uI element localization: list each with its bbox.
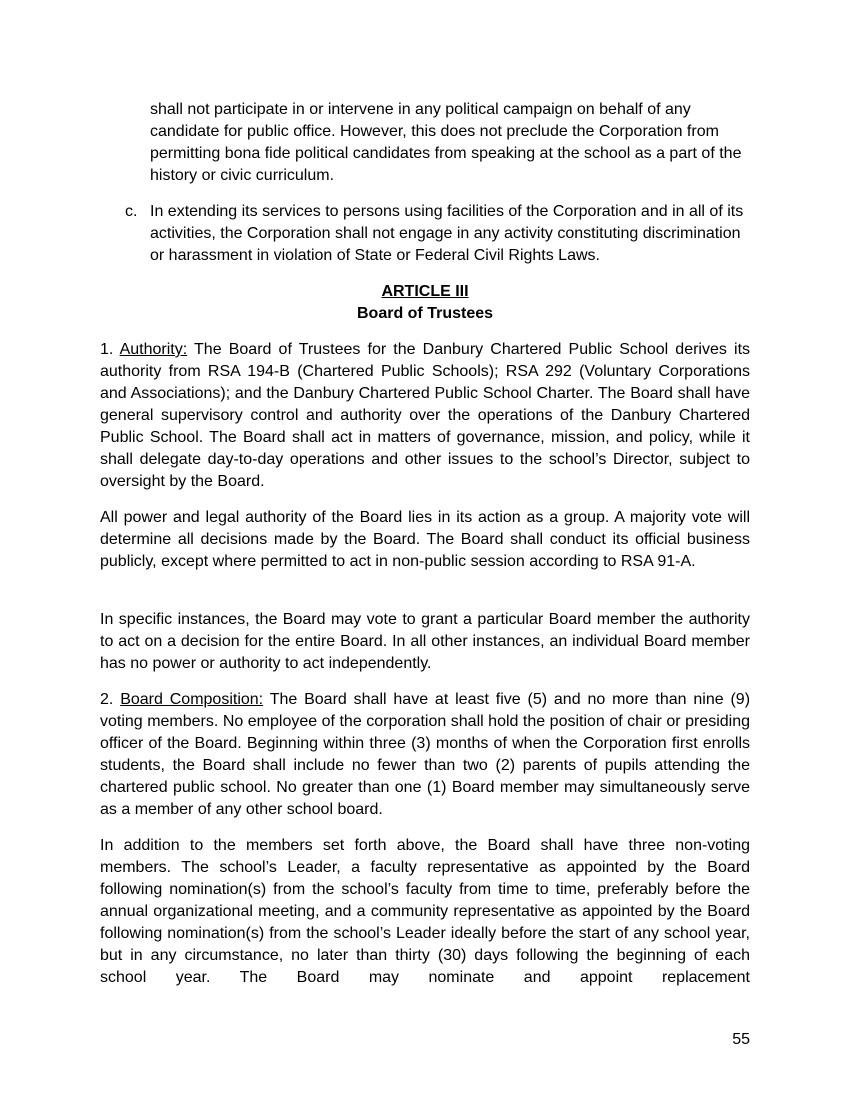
section-number: 1. xyxy=(100,341,114,358)
list-item-text: In extending its services to persons using facilities of the Corporation and in all of its activities, the Corporation shall not engage in any activity constituting discrimination or harassment in violation of State or Federal Civil Rights Laws. xyxy=(150,203,744,264)
continuation-paragraph: shall not participate in or intervene in any political campaign on behalf of any candidate for public office. However, this does not preclude the Corporation from permitting bona fide political candidates from speaking at the school as a part of the history or civic curriculum. xyxy=(150,101,742,184)
section-authority xyxy=(100,339,750,493)
paragraph-additional: In addition to the members set forth above, the Board shall have three non-voting members. The school’s Leader, a faculty representative as appointed by the Board following nomination(s) from the school’s faculty from time to time, preferably before the annual organizational meeting, and a community representative as appointed by the Board following nomination(s) from the school’s Leader ideally before the start of any school year, but in any circumstance, no later than thirty (30) days following the beginning of each school year. The Board may nominate and appoint replacement xyxy=(100,837,750,986)
section-number: 2. xyxy=(100,691,114,708)
section-text: The Board of Trustees for the Danbury Chartered Public School derives its authority from RSA 194-B (Chartered Public Schools); RSA 292 (Voluntary Corporations and Associations); and the Danbury Chartered Public School Charter. The Board shall have general supervisory control and authority over the operations of the Danbury Chartered Public School. The Board shall act in matters of governance, mission, and policy, while it shall delegate day-to-day operations and other issues to the school’s Director, subject to oversight by the Board. xyxy=(100,341,751,490)
paragraph-power: All power and legal authority of the Board lies in its action as a group. A majority vote will determine all decisions made by the Board. The Board shall conduct its official business publicly, except where permitted to act in non-public session according to RSA 91-A. xyxy=(100,509,750,570)
section-board-composition xyxy=(100,689,750,821)
section-label: Authority: xyxy=(119,341,188,358)
section-label: Board Composition: xyxy=(120,691,264,708)
list-item-marker: c. xyxy=(125,203,138,220)
section-text: The Board shall have at least five (5) and no more than nine (9) voting members. No employee of the corporation shall hold the position of chair or presiding officer of the Board. Beginning within three (3) months of when the Corporation first enrolls students, the Board shall include no fewer than two (2) parents of pupils attending the chartered public school. No greater than one (1) Board member may simultaneously serve as a member of any other school board. xyxy=(100,691,751,818)
article-title: Board of Trustees xyxy=(356,305,494,322)
page-number: 55 xyxy=(732,1031,750,1048)
article-heading: ARTICLE III xyxy=(381,283,469,300)
paragraph-specific: In specific instances, the Board may vote to grant a particular Board member the authority to act on a decision for the entire Board. In all other instances, an individual Board member has no power or authority to act independently. xyxy=(100,611,750,672)
